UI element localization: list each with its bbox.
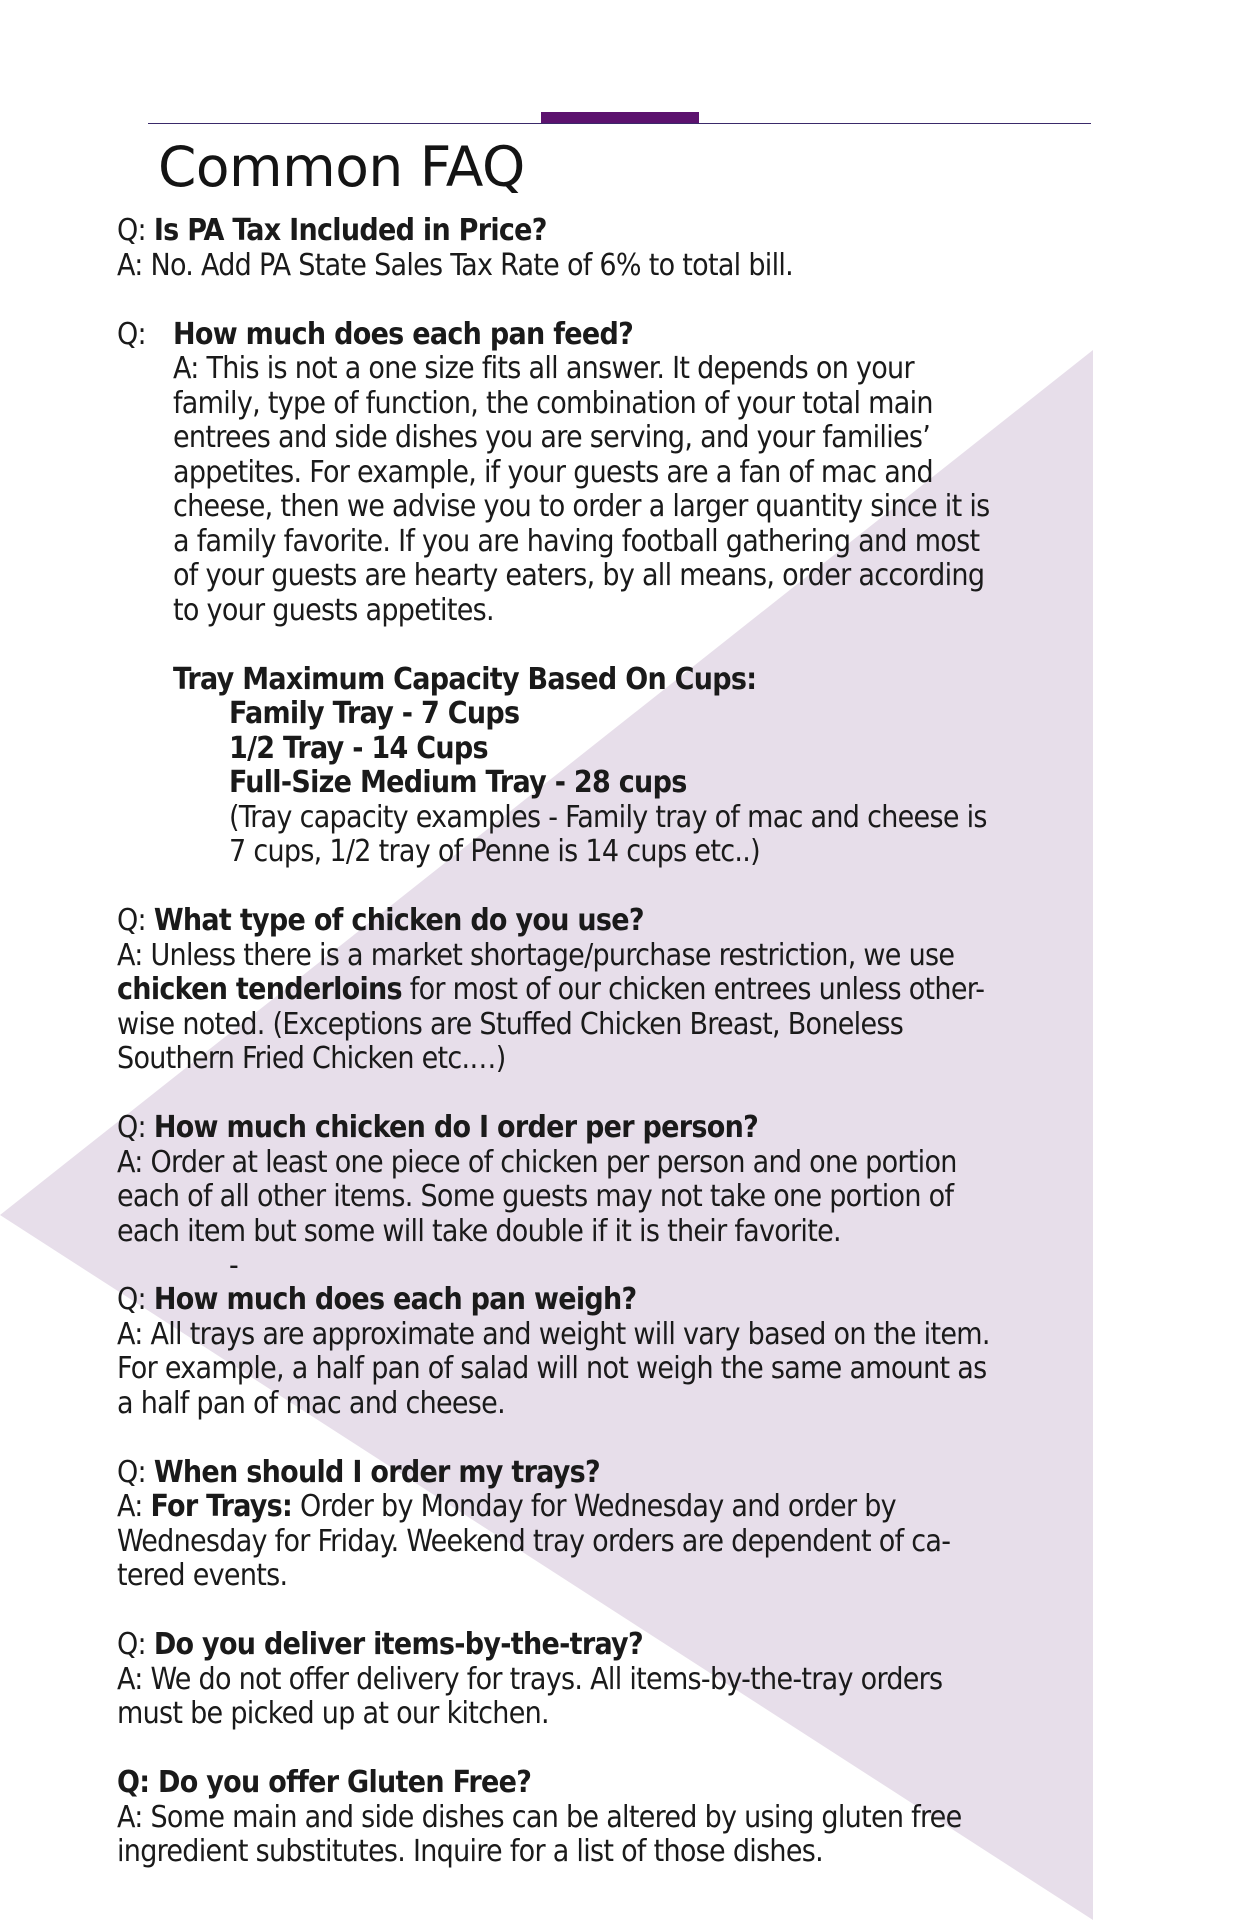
answer-line: A: This is not a one size fits all answer. It depends on your [173, 351, 914, 386]
faq-question [117, 318, 1097, 353]
question-text: What type of chicken do you use? [153, 903, 644, 938]
q-prefix: Q: [117, 1454, 154, 1490]
header-accent-bar [541, 112, 699, 123]
q-prefix: Q: [117, 1110, 154, 1145]
answer-line: of your guests are hearty eaters, by all means, order according [173, 558, 985, 593]
question-text: How much chicken do I order per person? [153, 1110, 759, 1145]
answer-line: a family favorite. If you are having football gathering and most [173, 523, 980, 559]
answer-line: A: All trays are approximate and weight will vary based on the item. [117, 1316, 990, 1352]
header-rule [148, 123, 1091, 124]
answer-line: Southern Fried Chicken etc.…) [117, 1041, 506, 1076]
question-text: How much does each pan weigh? [153, 1282, 637, 1317]
answer-line: family, type of function, the combination of your total main [173, 385, 933, 421]
q-prefix: Q: [117, 316, 146, 352]
answer-line [117, 1490, 1097, 1525]
answer-line: ingredient substitutes. Inquire for a list of those dishes. [117, 1834, 823, 1869]
faq-question [117, 214, 1097, 249]
answer-line: For example, a half pan of salad will not weigh the same amount as [117, 1351, 987, 1386]
answer-line: appetites. For example, if your guests are a fan of mac and [173, 454, 933, 490]
answer-line: Wednesday for Friday. Weekend tray orders are dependent of ca- [117, 1523, 951, 1559]
answer-emphasis: For Trays: [150, 1489, 293, 1524]
faq-question [117, 1111, 1097, 1146]
answer-line: A: We do not offer delivery for trays. All items-by-the-tray orders [117, 1661, 943, 1697]
page-title: Common FAQ [158, 135, 525, 199]
faq-question: Q: Do you offer Gluten Free? [117, 1765, 532, 1800]
question-text: Do you deliver items-by-the-tray? [153, 1627, 643, 1662]
answer-line: must be picked up at our kitchen. [117, 1696, 549, 1731]
capacity-heading: Tray Maximum Capacity Based On Cups: [173, 661, 757, 697]
capacity-note: 7 cups, 1/2 tray of Penne is 14 cups etc..) [229, 834, 760, 869]
answer-line: A: Unless there is a market shortage/purchase restriction, we use [117, 937, 955, 973]
question-text: When should I order my trays? [153, 1454, 600, 1490]
answer-emphasis: chicken tenderloins [117, 972, 402, 1007]
q-prefix: Q: [117, 1282, 154, 1317]
answer-line: to your guests appetites. [173, 592, 494, 628]
answer-line [117, 973, 1097, 1008]
faq-list [117, 214, 1097, 1870]
q-prefix: Q: [117, 1627, 154, 1662]
question-text: Is PA Tax Included in Price? [153, 213, 547, 248]
faq-question [117, 1456, 1097, 1491]
capacity-list [117, 697, 1097, 870]
question-text: How much does each pan feed? [173, 316, 634, 352]
faq-question [117, 904, 1097, 939]
answer-line: wise noted. (Exceptions are Stuffed Chicken Breast, Boneless [117, 1006, 904, 1042]
answer-line: a half pan of mac and cheese. [117, 1385, 505, 1421]
capacity-item: 1/2 Tray - 14 Cups [229, 730, 488, 766]
answer-line: cheese, then we advise you to order a larger quantity since it is [173, 489, 990, 524]
capacity-note: (Tray capacity examples - Family tray of mac and cheese is [229, 799, 987, 835]
q-prefix: Q: [117, 903, 154, 938]
answer-line: A: Some main and side dishes can be altered by using gluten free [117, 1799, 962, 1835]
capacity-item: Full-Size Medium Tray - 28 cups [229, 765, 687, 800]
answer-line: A: Order at least one piece of chicken per person and one portion [117, 1144, 957, 1180]
answer-line: entrees and side dishes you are serving, and your families’ [173, 420, 931, 455]
stray-dash: - [229, 1248, 239, 1283]
answer-text: for most of our chicken entrees unless other- [401, 972, 985, 1007]
faq-answer [117, 352, 1097, 628]
faq-answer: A: No. Add PA State Sales Tax Rate of 6% to total bill. [117, 247, 794, 283]
faq-question [117, 1628, 1097, 1663]
answer-line: each of all other items. Some guests may not take one portion of [117, 1179, 954, 1214]
a-prefix: A: [117, 1489, 151, 1524]
q-prefix: Q: [117, 213, 154, 248]
faq-question [117, 1283, 1097, 1318]
answer-text: Order by Monday for Wednesday and order by [292, 1489, 896, 1524]
answer-line: each item but some will take double if it is their favorite. [117, 1213, 841, 1249]
answer-line: tered events. [117, 1558, 288, 1593]
capacity-item: Family Tray - 7 Cups [229, 696, 520, 731]
